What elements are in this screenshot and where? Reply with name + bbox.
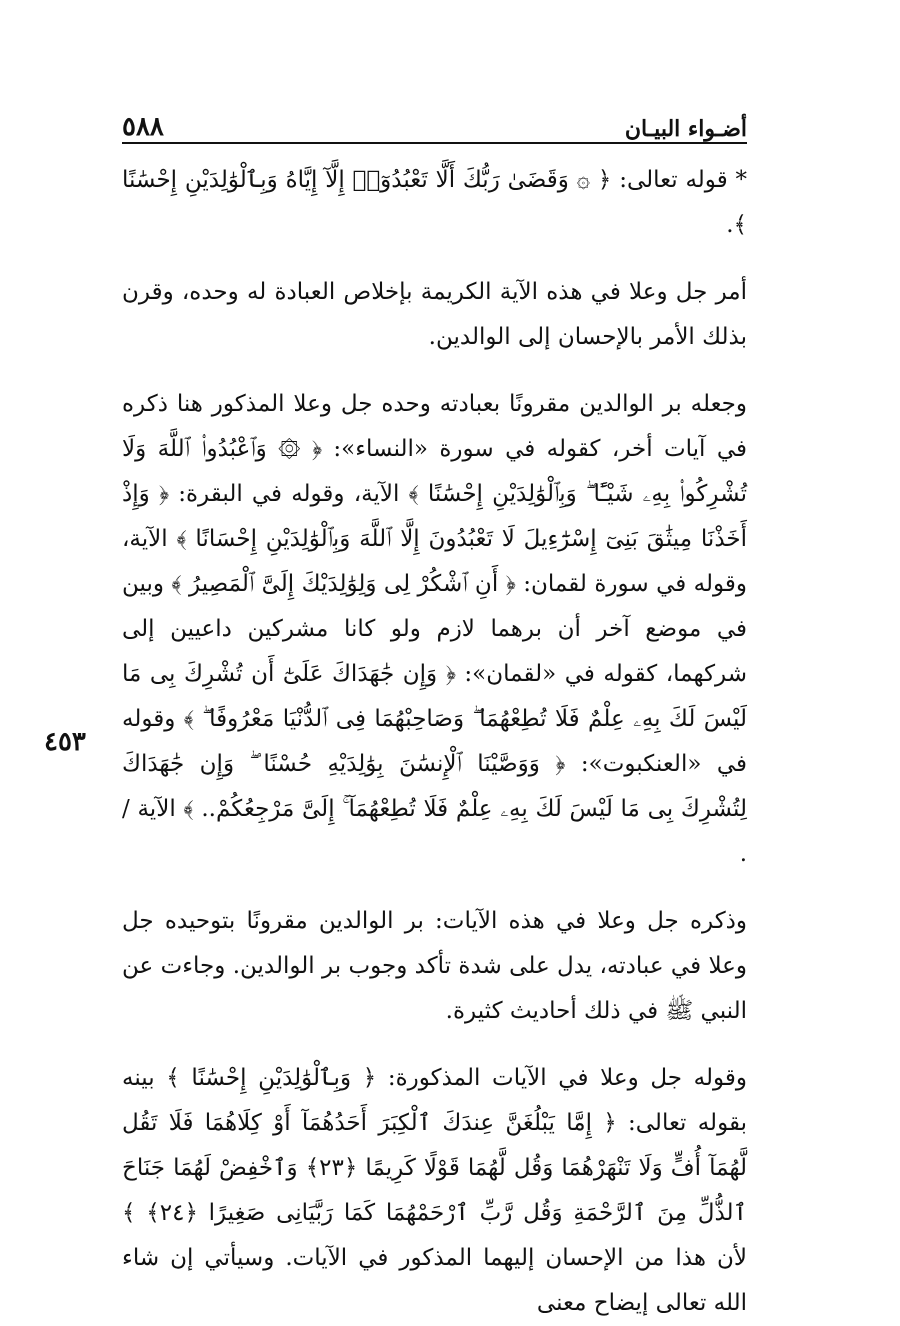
running-header bbox=[122, 100, 747, 144]
margin-page-reference: ٤٥٣ bbox=[44, 727, 86, 757]
verse-heading-paragraph: * قوله تعالى: ﴿ ۞ وَقَضَىٰ رَبُّكَ أَلَّا تَعْبُدُوٓا۟ إِلَّآ إِيَّاهُ وَبِٱلْوَٰلِدَيْنِ إِحْسَٰنًا ﴾. bbox=[122, 167, 747, 238]
commentary-paragraph: وذكره جل وعلا في هذه الآيات: بر الوالدين مقرونًا بتوحيده جل وعلا في عبادته، يدل على شدة تأكد وجوب بر الوالدين. وجاءت عن النبي ﷺ في ذلك أحاديث كثيرة. bbox=[122, 908, 747, 1024]
page bbox=[122, 100, 747, 1326]
commentary-paragraph: وقوله جل وعلا في الآيات المذكورة: ﴿ وَبِٱلْوَٰلِدَيْنِ إِحْسَٰنًا ﴾ بينه بقوله تعالى: ﴿ إِمَّا يَبْلُغَنَّ عِندَكَ ٱلْكِبَرَ أَحَدُهُمَآ أَوْ كِلَاهُمَا فَلَا تَقُل لَّهُمَآ أُفٍّ وَلَا تَنْهَرْهُمَا وَقُل لَّهُمَا قَوْلًا كَرِيمًا ﴿٢٣﴾ وَٱخْفِضْ لَهُمَا جَنَاحَ ٱلذُّلِّ مِنَ ٱلرَّحْمَةِ وَقُل رَّبِّ ٱرْحَمْهُمَا كَمَا رَبَّيَانِى صَغِيرًا ﴿٢٤﴾ ﴾ لأن هذا من الإحسان إليهما المذكور في الآيات. وسيأتي إن شاء الله تعالى إيضاح معنى bbox=[122, 1065, 748, 1316]
page-number: ٥٨٨ bbox=[122, 112, 164, 142]
commentary-paragraph: أمر جل وعلا في هذه الآية الكريمة بإخلاص العبادة له وحده، وقرن بذلك الأمر بالإحسان إلى الوالدين. bbox=[122, 279, 747, 350]
book-title: أضـواء البيـان bbox=[624, 116, 747, 142]
commentary-paragraph: وجعله بر الوالدين مقرونًا بعبادته وحده جل وعلا المذكور هنا ذكره في آيات أخر، كقوله في سورة «النساء»: ﴿ ۞ وَٱعْبُدُوا۟ ٱللَّهَ وَلَا تُشْرِكُوا۟ بِهِۦ شَيْـًٔا ۖ وَبِٱلْوَٰلِدَيْنِ إِحْسَٰنًا ﴾ الآية، وقوله في البقرة: ﴿ وَإِذْ أَخَذْنَا مِيثَٰقَ بَنِىٓ إِسْرَٰٓءِيلَ لَا تَعْبُدُونَ إِلَّا ٱللَّهَ وَبِٱلْوَٰلِدَيْنِ إِحْسَانًا ﴾ الآية، وقوله في سورة لقمان: ﴿ أَنِ ٱشْكُرْ لِى وَلِوَٰلِدَيْكَ إِلَىَّ ٱلْمَصِيرُ ﴾ وبين في موضع آخر أن برهما لازم ولو كانا مشركين داعيين إلى شركهما، كقوله في «لقمان»: ﴿ وَإِن جَٰهَدَاكَ عَلَىٰٓ أَن تُشْرِكَ بِى مَا لَيْسَ لَكَ بِهِۦ عِلْمٌ فَلَا تُطِعْهُمَا ۖ وَصَاحِبْهُمَا فِى ٱلدُّنْيَا مَعْرُوفًا ۖ ﴾ وقوله في «العنكبوت»: ﴿ وَوَصَّيْنَا ٱلْإِنسَٰنَ بِوَٰلِدَيْهِ حُسْنًا ۖ وَإِن جَٰهَدَاكَ لِتُشْرِكَ بِى مَا لَيْسَ لَكَ بِهِۦ عِلْمٌ فَلَا تُطِعْهُمَآ ۚ إِلَىَّ مَرْجِعُكُمْ.. ﴾ الآية / . bbox=[122, 391, 747, 867]
